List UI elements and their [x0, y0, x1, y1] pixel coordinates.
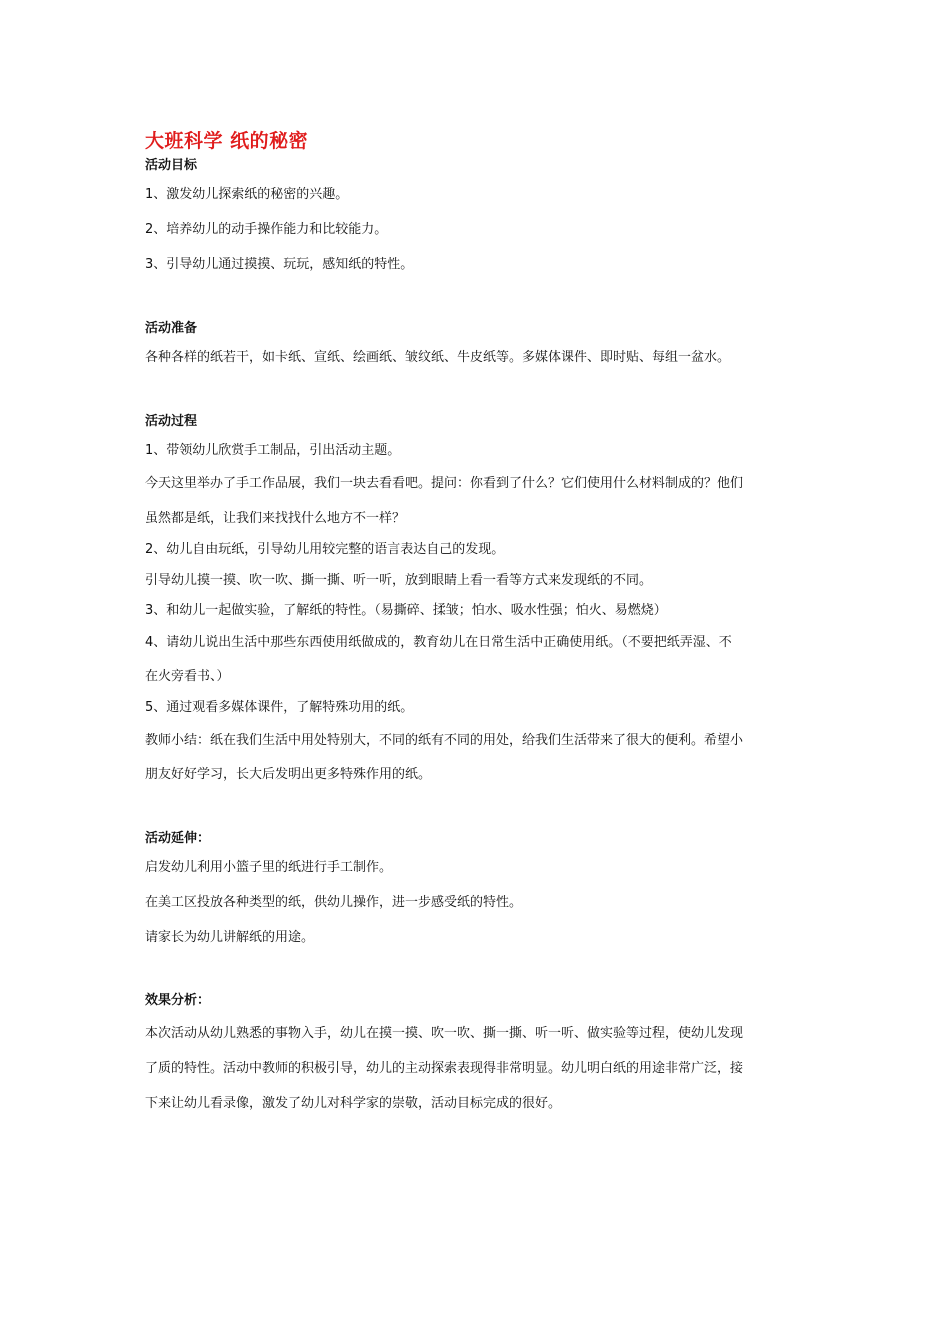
- goal-item: 1、激发幼儿探索纸的秘密的兴趣。: [145, 187, 349, 202]
- analysis-line: 本次活动从幼儿熟悉的事物入手，幼儿在摸一摸、吹一吹、撕一撕、听一听、做实验等过程，使幼儿发现: [145, 1026, 744, 1041]
- goal-item: 3、引导幼儿通过摸摸、玩玩，感知纸的特性。: [145, 257, 414, 272]
- process-line: 引导幼儿摸一摸、吹一吹、撕一撕、听一听，放到眼睛上看一看等方式来发现纸的不同。: [145, 573, 653, 588]
- extension-line: 请家长为幼儿讲解纸的用途。: [145, 930, 315, 945]
- goal-item: 2、培养幼儿的动手操作能力和比较能力。: [145, 222, 388, 237]
- analysis-line: 了质的特性。活动中教师的积极引导，幼儿的主动探索表现得非常明显。幼儿明白纸的用途非常广泛，接: [145, 1061, 744, 1076]
- process-line: 5、通过观看多媒体课件，了解特殊功用的纸。: [145, 700, 414, 715]
- process-line: 2、幼儿自由玩纸，引导幼儿用较完整的语言表达自己的发现。: [145, 542, 505, 557]
- extension-line: 启发幼儿利用小篮子里的纸进行手工制作。: [145, 860, 393, 875]
- prep-heading: 活动准备: [145, 321, 198, 336]
- analysis-line: 下来让幼儿看录像，激发了幼儿对科学家的崇敬，活动目标完成的很好。: [145, 1096, 562, 1111]
- process-line: 虽然都是纸，让我们来找找什么地方不一样？: [145, 511, 406, 526]
- prep-text: 各种各样的纸若干，如卡纸、宣纸、绘画纸、皱纹纸、牛皮纸等。多媒体课件、即时贴、每组一盆水。: [145, 350, 731, 365]
- process-line: 今天这里举办了手工作品展，我们一块去看看吧。提问：你看到了什么？它们使用什么材料制成的？他们: [145, 476, 744, 491]
- process-line: 朋友好好学习，长大后发明出更多特殊作用的纸。: [145, 767, 432, 782]
- process-heading: 活动过程: [145, 414, 198, 429]
- process-line: 在火旁看书、）: [145, 669, 230, 684]
- extension-heading: 活动延伸：: [145, 831, 211, 846]
- process-line: 4、请幼儿说出生活中那些东西使用纸做成的，教育幼儿在日常生活中正确使用纸。（不要把纸弄湿、不: [145, 635, 732, 650]
- process-line: 1、带领幼儿欣赏手工制品，引出活动主题。: [145, 443, 401, 458]
- document-title: 大班科学 纸的秘密: [145, 130, 309, 152]
- extension-line: 在美工区投放各种类型的纸，供幼儿操作，进一步感受纸的特性。: [145, 895, 523, 910]
- process-line: 3、和幼儿一起做实验，了解纸的特性。（易撕碎、揉皱；怕水、吸水性强；怕火、易燃烧）: [145, 603, 667, 618]
- process-line: 教师小结：纸在我们生活中用处特别大，不同的纸有不同的用处，给我们生活带来了很大的便利。希望小: [145, 733, 744, 748]
- goals-heading: 活动目标: [145, 158, 198, 173]
- analysis-heading: 效果分析：: [145, 993, 211, 1008]
